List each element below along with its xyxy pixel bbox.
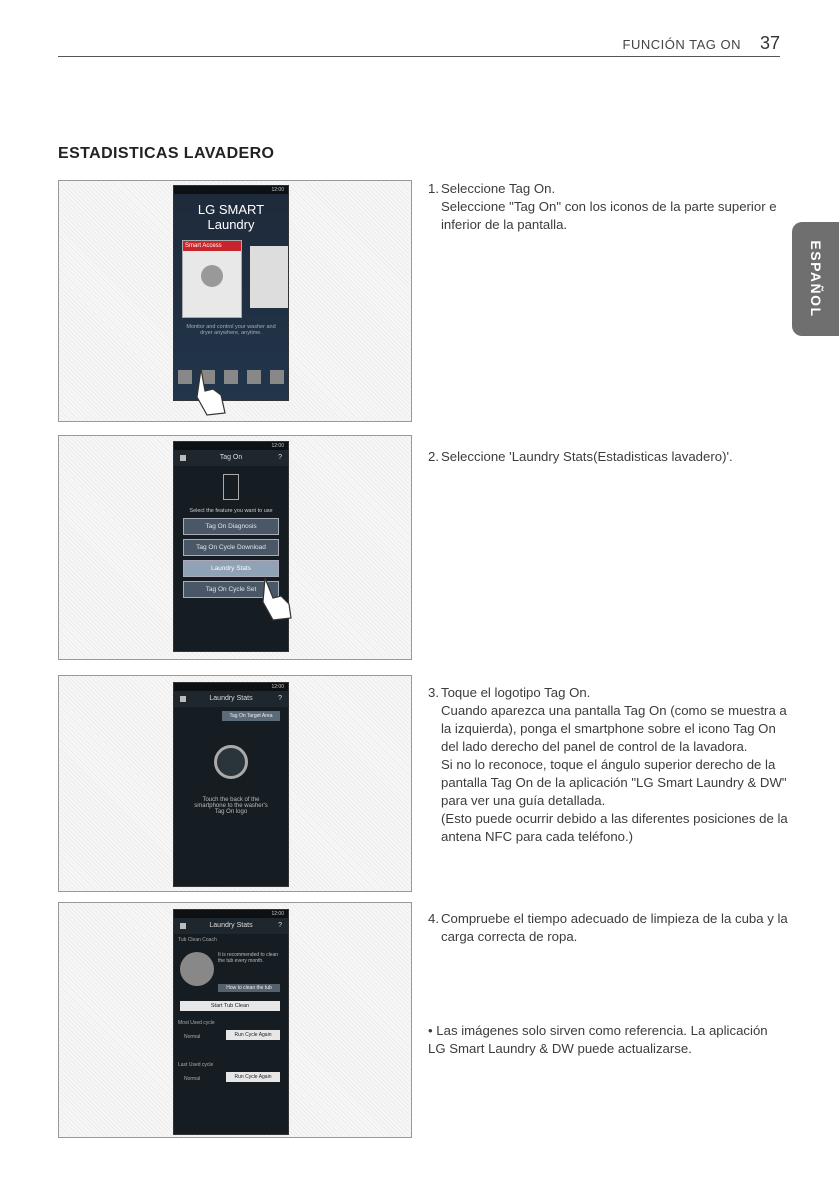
start-tub-clean-button[interactable]: Start Tub Clean: [180, 1001, 280, 1011]
last-used-cycle-value: Normal: [184, 1076, 201, 1082]
phone-nfc-illustration: [223, 474, 239, 500]
step-4: [428, 910, 788, 946]
help-icon[interactable]: ?: [278, 454, 282, 461]
tag-on-icon[interactable]: [178, 370, 192, 384]
status-bar: 12:00: [174, 442, 288, 450]
menu-laundry-stats[interactable]: Laundry Stats: [183, 560, 279, 577]
help-icon[interactable]: [270, 370, 284, 384]
tub-image: [180, 952, 214, 986]
app-bar: Laundry Stats ?: [174, 691, 288, 707]
step-text: Toque el logotipo Tag On.: [441, 685, 591, 700]
step-text: Seleccione "Tag On" con los iconos de la parte superior e inferior de la pantalla.: [441, 199, 777, 232]
home-icon[interactable]: [180, 696, 186, 702]
screenshot-panel-2: [58, 435, 412, 660]
step-number: 3.: [428, 685, 439, 700]
reference-note: • Las imágenes solo sirven como referencia. La aplicación LG Smart Laundry & DW puede actualizarse.: [428, 1023, 768, 1056]
how-to-clean-button[interactable]: How to clean the tub: [218, 984, 280, 992]
app-title-line1: LG SMART: [197, 202, 265, 217]
hand-pointer-icon: [259, 576, 295, 622]
page-number: 37: [760, 33, 781, 53]
most-used-cycle-label: Most Used cycle: [178, 1020, 215, 1026]
app-bar: Laundry Stats ?: [174, 918, 288, 934]
menu-tag-on-diagnosis[interactable]: Tag On Diagnosis: [183, 518, 279, 535]
phone-screen-stats-result: [173, 909, 289, 1135]
status-bar: 12:00: [174, 186, 288, 194]
hand-pointer-icon: [191, 367, 231, 417]
step-3: [428, 684, 788, 846]
menu-tag-on-cycle-set[interactable]: Tag On Cycle Set: [183, 581, 279, 598]
menu-tag-on-cycle-download[interactable]: Tag On Cycle Download: [183, 539, 279, 556]
smart-card-right: [250, 246, 288, 308]
step-text: Cuando aparezca una pantalla Tag On (como se muestra a la izquierda), ponga el smartphone sobre el icono Tag On del lado derecho del panel de control de la lavadora.: [441, 703, 787, 754]
run-cycle-again-button[interactable]: Run Cycle Again: [226, 1072, 280, 1082]
home-icon[interactable]: [180, 455, 186, 461]
screenshot-panel-3: [58, 675, 412, 892]
screenshot-panel-4: [58, 902, 412, 1138]
smart-access-card-label: Smart Access: [183, 241, 241, 251]
step-2: [428, 448, 788, 466]
step-1: [428, 180, 788, 234]
step-text: (Esto puede ocurrir debido a las diferentes posiciones de la antena NFC para cada teléfono.): [441, 811, 788, 844]
tub-clean-message: It is recommended to clean the tub every month.: [218, 952, 279, 964]
status-bar: 12:00: [174, 683, 288, 691]
step-number: 4.: [428, 911, 439, 926]
step-text: Seleccione 'Laundry Stats(Estadisticas lavadero)'.: [441, 449, 733, 464]
language-side-tab: [792, 222, 839, 336]
settings-icon[interactable]: [247, 370, 261, 384]
step-text: Seleccione Tag On.: [441, 181, 556, 196]
last-used-cycle-label: Last Used cycle: [178, 1062, 214, 1068]
tag-on-instruction: Touch the back of the smartphone to the washer's Tag On logo: [194, 797, 268, 815]
app-bar: Tag On ?: [174, 450, 288, 466]
tag-on-logo-icon[interactable]: [214, 745, 248, 779]
most-used-cycle-value: Normal: [184, 1034, 201, 1040]
lg-logo-icon: [201, 265, 223, 287]
status-bar: 12:00: [174, 910, 288, 918]
step-text: Si no lo reconoce, toque el ángulo superior derecho de la pantalla Tag On de la aplicación "LG Smart Laundry & DW" para ver una guía detallada.: [441, 757, 787, 808]
app-title-line2: Laundry: [207, 217, 255, 232]
step-number: 1.: [428, 181, 439, 196]
run-cycle-again-button[interactable]: Run Cycle Again: [226, 1030, 280, 1040]
feature-prompt: Select the feature you want to use: [189, 508, 273, 514]
home-caption: Monitor and control your washer and dryer anywhere, anytime.: [186, 324, 276, 336]
help-icon[interactable]: ?: [278, 922, 282, 929]
step-number: 2.: [428, 449, 439, 464]
tub-clean-coach-label: Tub Clean Coach: [178, 937, 217, 943]
tag-on-target-area-button[interactable]: Tag On Target Area: [222, 711, 280, 721]
header-rule: [58, 56, 780, 57]
section-title: ESTADISTICAS LAVADERO: [58, 145, 275, 162]
step-text: Compruebe el tiempo adecuado de limpieza de la cuba y la carga correcta de ropa.: [441, 911, 788, 944]
side-tab-label: ESPAÑOL: [807, 240, 824, 318]
smart-access-card: [182, 240, 242, 318]
phone-screen-laundry-stats-tag: [173, 682, 289, 887]
running-header-section: FUNCIÓN TAG ON: [622, 37, 741, 52]
help-icon[interactable]: ?: [278, 695, 282, 702]
screenshot-panel-1: [58, 180, 412, 422]
home-icon[interactable]: [180, 923, 186, 929]
